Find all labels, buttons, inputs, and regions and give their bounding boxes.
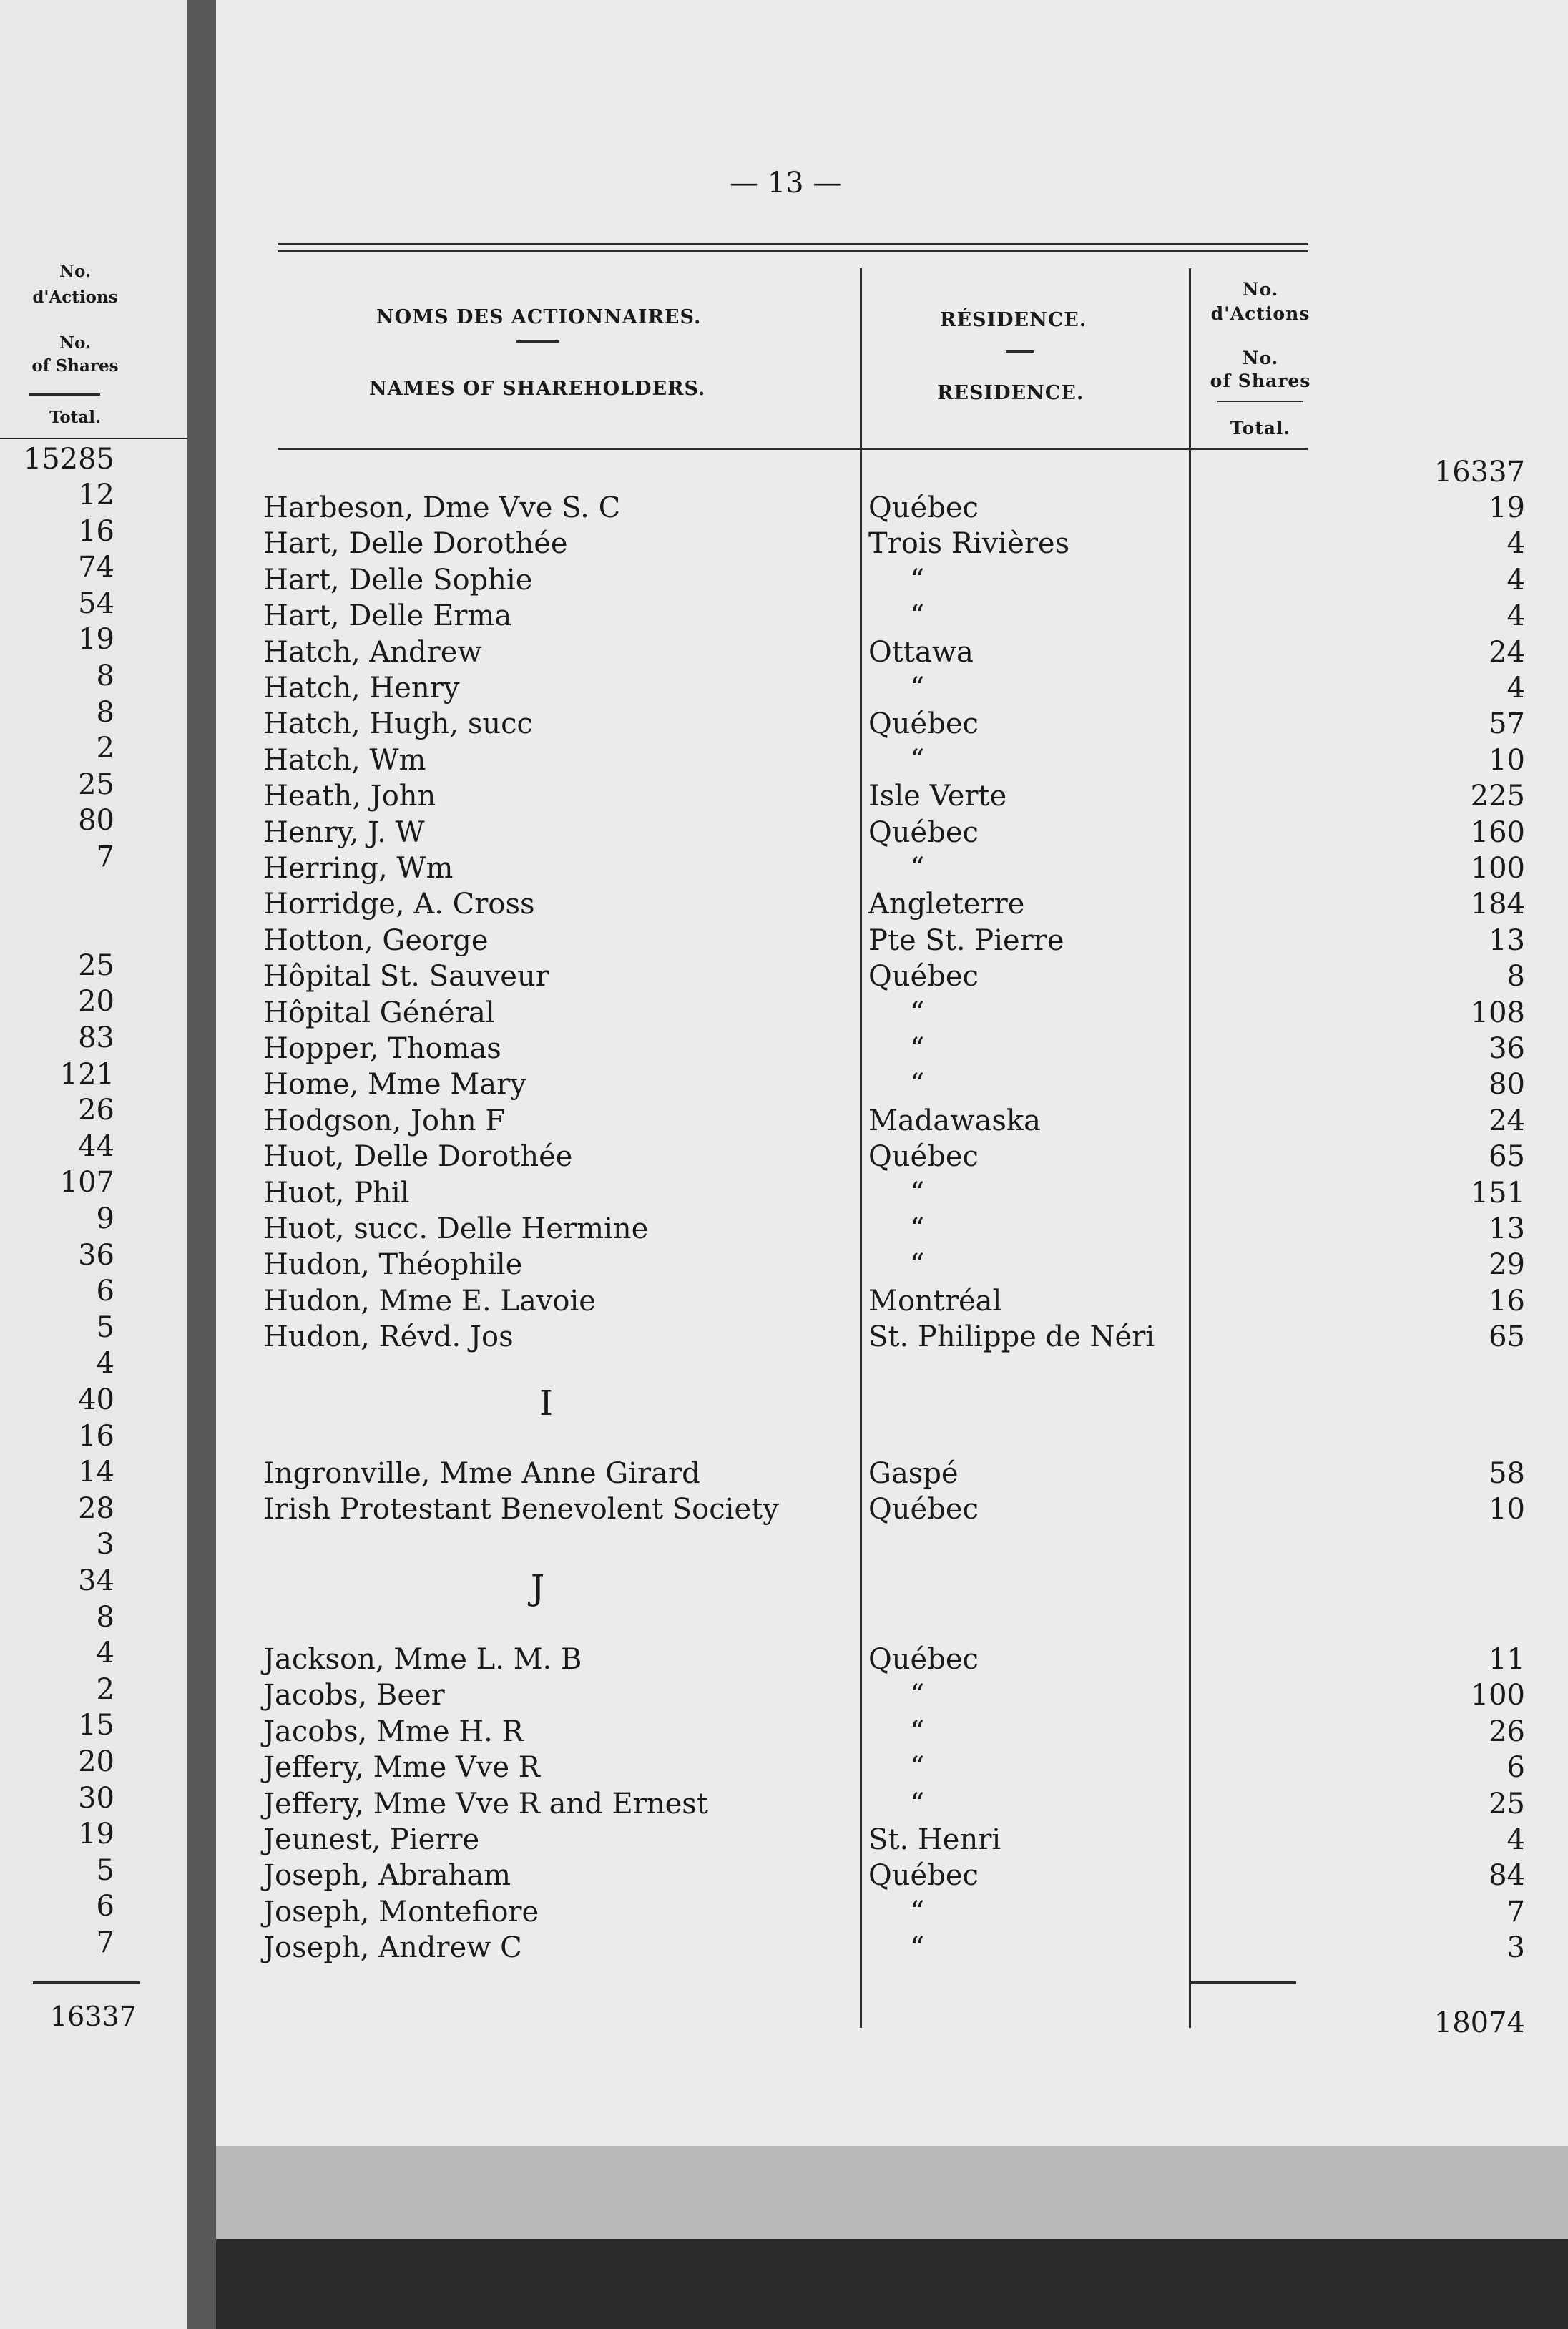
shareholder-name: Hodgson, John F [263, 1104, 506, 1137]
shareholder-residence: “ [910, 672, 925, 705]
left-page-number: 8 [96, 1600, 114, 1634]
left-page-number: 19 [78, 1818, 114, 1851]
shareholder-residence: “ [910, 1032, 925, 1065]
shareholder-name: Hudon, Révd. Jos [263, 1320, 514, 1354]
shareholder-share-count: 100 [1470, 852, 1525, 885]
left-page-number: 8 [96, 695, 114, 729]
left-page-number: 6 [96, 1275, 114, 1308]
shareholder-name: Jeunest, Pierre [263, 1823, 480, 1856]
shareholder-name: Hart, Delle Erma [263, 599, 512, 633]
shareholder-residence: “ [910, 1248, 925, 1282]
left-page-number: 3 [96, 1528, 114, 1561]
shareholder-share-count: 84 [1489, 1859, 1525, 1893]
shareholder-name: Hotton, George [263, 923, 489, 957]
shareholder-residence: Isle Verte [868, 780, 1007, 813]
shareholder-share-count: 225 [1470, 780, 1525, 813]
shareholder-residence: “ [910, 1895, 925, 1928]
left-page-number: 4 [96, 1637, 114, 1670]
shareholder-share-count: 58 [1489, 1457, 1525, 1490]
shareholder-name: Joseph, Abraham [263, 1859, 511, 1893]
shareholder-name: Jeffery, Mme Vve R [263, 1751, 540, 1785]
shareholder-share-count: 100 [1470, 1679, 1525, 1712]
book-binding [187, 0, 216, 2329]
header-shares-no-en: No. [1242, 348, 1279, 368]
left-page-number: 14 [78, 1456, 114, 1489]
shareholder-name: Huot, Delle Dorothée [263, 1140, 573, 1174]
header-names-en: NAMES OF SHAREHOLDERS. [369, 378, 706, 400]
shareholder-name: Home, Mme Mary [263, 1068, 526, 1102]
section-letter-j: J [531, 1568, 545, 1608]
shareholder-share-count: 26 [1489, 1715, 1525, 1748]
left-page-number: 54 [78, 587, 114, 620]
shareholder-share-count: 10 [1489, 1493, 1525, 1526]
page-number: — 13 — [730, 167, 842, 200]
shareholder-share-count: 151 [1470, 1176, 1525, 1210]
shareholder-residence: “ [910, 852, 925, 885]
shareholder-name: Irish Protestant Benevolent Society [263, 1493, 779, 1526]
shareholder-name: Henry, J. W [263, 815, 425, 849]
left-page-number: 15285 [23, 443, 114, 476]
header-total-label: Total. [1230, 418, 1291, 438]
shareholder-share-count: 4 [1506, 599, 1525, 633]
shareholder-share-count: 36 [1489, 1032, 1525, 1065]
shareholder-share-count: 24 [1489, 635, 1525, 669]
shareholder-residence: St. Philippe de Néri [868, 1320, 1155, 1354]
column-rule-residence [860, 268, 862, 2028]
shareholder-residence: Québec [868, 1493, 979, 1526]
left-header-actions: d'Actions [32, 288, 118, 307]
shareholder-share-count: 6 [1506, 1751, 1525, 1785]
left-page-number: 4 [96, 1347, 114, 1381]
left-page-number: 15 [78, 1709, 114, 1742]
shareholder-name: Jackson, Mme L. M. B [263, 1643, 582, 1676]
shareholder-share-count: 65 [1489, 1320, 1525, 1354]
shareholder-share-count: 4 [1506, 563, 1525, 597]
shareholder-name: Jacobs, Mme H. R [263, 1715, 524, 1748]
left-page-number: 20 [78, 1745, 114, 1778]
left-page-number: 7 [96, 1926, 114, 1959]
shareholder-name: Hart, Delle Sophie [263, 563, 533, 597]
left-page-number: 16 [78, 1419, 114, 1453]
shareholder-share-count: 24 [1489, 1104, 1525, 1137]
header-shares-of-shares: of Shares [1210, 371, 1311, 391]
left-page-number: 2 [96, 732, 114, 765]
shareholder-name: Joseph, Montefiore [263, 1895, 539, 1928]
final-total-rule [1189, 1981, 1296, 1984]
shareholder-share-count: 25 [1489, 1787, 1525, 1820]
left-page-number: 5 [96, 1853, 114, 1887]
left-page-number: 34 [78, 1564, 114, 1597]
shareholder-share-count: 7 [1506, 1895, 1525, 1928]
header-bottom-rule [278, 448, 1308, 450]
left-total-rule [33, 1981, 140, 1984]
shareholder-residence: “ [910, 1212, 925, 1245]
shareholder-name: Hatch, Henry [263, 672, 460, 705]
header-dash [516, 340, 559, 343]
shareholder-residence: “ [910, 563, 925, 597]
shareholder-name: Joseph, Andrew C [263, 1931, 522, 1965]
left-header-no: No. [59, 262, 91, 281]
shareholder-share-count: 108 [1470, 996, 1525, 1029]
shareholder-name: Harbeson, Dme Vve S. C [263, 491, 621, 524]
left-page-number: 44 [78, 1129, 114, 1163]
shareholder-name: Hatch, Wm [263, 743, 426, 777]
shareholder-share-count: 184 [1470, 888, 1525, 921]
left-page-number: 7 [96, 840, 114, 873]
left-header-no-en: No. [59, 333, 91, 353]
shareholder-residence: St. Henri [868, 1823, 1001, 1856]
shareholder-name: Hatch, Hugh, succ [263, 707, 533, 741]
shareholder-residence: Angleterre [868, 888, 1025, 921]
header-names-fr: NOMS DES ACTIONNAIRES. [376, 306, 702, 328]
left-page-number: 8 [96, 660, 114, 692]
shareholder-residence: Pte St. Pierre [868, 923, 1064, 957]
shareholder-share-count: 13 [1489, 923, 1525, 957]
shareholder-residence: Québec [868, 491, 979, 524]
left-page-margin [0, 0, 187, 2329]
final-total: 18074 [1434, 2006, 1525, 2039]
header-shares-no: No. [1242, 279, 1279, 300]
shareholder-residence: “ [910, 1931, 925, 1965]
document-page [216, 0, 1568, 2329]
shareholder-name: Hôpital Général [263, 996, 495, 1029]
section-letter-i: I [539, 1383, 553, 1423]
left-header-shares: of Shares [31, 356, 119, 376]
left-page-number: 121 [59, 1057, 114, 1091]
shareholder-share-count: 4 [1506, 672, 1525, 705]
shareholder-share-count: 16 [1489, 1284, 1525, 1318]
shareholder-residence: “ [910, 599, 925, 633]
shareholder-residence: Québec [868, 707, 979, 741]
shareholder-share-count: 4 [1506, 527, 1525, 561]
left-page-number: 25 [78, 948, 114, 982]
shareholder-share-count: 11 [1489, 1643, 1525, 1676]
header-res-fr: RÉSIDENCE. [940, 309, 1087, 331]
left-page-number: 40 [78, 1383, 114, 1416]
shareholder-name: Ingronville, Mme Anne Girard [263, 1457, 700, 1490]
page-bottom-edge [216, 2239, 1568, 2329]
shareholder-residence: Ottawa [868, 635, 974, 669]
shareholder-share-count: 4 [1506, 1823, 1525, 1856]
left-page-number: 107 [59, 1166, 114, 1200]
shareholder-residence: “ [910, 1787, 925, 1820]
shareholder-name: Huot, succ. Delle Hermine [263, 1212, 649, 1245]
carried-total: 16337 [1434, 456, 1525, 489]
left-header-rule-2 [0, 438, 187, 439]
shareholder-residence: “ [910, 1176, 925, 1210]
left-header-rule [29, 393, 100, 396]
left-page-total: 16337 [50, 2001, 137, 2032]
shareholder-residence: Québec [868, 1643, 979, 1676]
shareholder-residence: Trois Rivières [868, 527, 1070, 561]
shareholder-share-count: 3 [1506, 1931, 1525, 1965]
shareholder-share-count: 13 [1489, 1212, 1525, 1245]
shareholder-residence: “ [910, 1751, 925, 1785]
left-page-number: 9 [96, 1202, 114, 1235]
shareholder-name: Huot, Phil [263, 1176, 410, 1210]
left-page-number: 12 [78, 479, 114, 511]
left-page-number: 74 [78, 551, 114, 584]
left-page-number: 20 [78, 985, 114, 1019]
shareholder-residence: “ [910, 996, 925, 1029]
shareholder-residence: “ [910, 1068, 925, 1102]
shareholder-name: Herring, Wm [263, 852, 454, 885]
shareholder-name: Hudon, Théophile [263, 1248, 523, 1282]
top-rule-2 [278, 250, 1308, 252]
shareholder-name: Hopper, Thomas [263, 1032, 501, 1065]
left-page-number: 2 [96, 1672, 114, 1706]
shareholder-residence: Madawaska [868, 1104, 1041, 1137]
shareholder-share-count: 19 [1489, 491, 1525, 524]
left-page-number: 80 [78, 804, 114, 838]
shareholder-share-count: 29 [1489, 1248, 1525, 1282]
shareholder-share-count: 160 [1470, 815, 1525, 849]
shareholder-residence: Québec [868, 1140, 979, 1174]
shareholder-name: Heath, John [263, 780, 436, 813]
column-rule-shares [1189, 268, 1191, 2028]
shareholder-residence: “ [910, 743, 925, 777]
left-page-number: 28 [78, 1491, 114, 1525]
left-header-total: Total. [49, 408, 102, 427]
header-shares-actions: d'Actions [1210, 303, 1310, 324]
shareholder-residence: Québec [868, 815, 979, 849]
left-page-number: 30 [78, 1781, 114, 1815]
shareholder-residence: Montréal [868, 1284, 1002, 1318]
shareholder-name: Horridge, A. Cross [263, 888, 535, 921]
left-page-number: 25 [78, 768, 114, 801]
header-shares-rule [1217, 401, 1303, 402]
left-page-number: 6 [96, 1890, 114, 1923]
shareholder-share-count: 65 [1489, 1140, 1525, 1174]
left-page-number: 26 [78, 1094, 114, 1127]
shareholder-share-count: 80 [1489, 1068, 1525, 1102]
top-rule [278, 243, 1308, 245]
left-page-number: 36 [78, 1238, 114, 1272]
left-page-number: 83 [78, 1021, 114, 1054]
shareholder-residence: Gaspé [868, 1457, 959, 1490]
shareholder-name: Jeffery, Mme Vve R and Ernest [263, 1787, 708, 1820]
shareholder-residence: “ [910, 1715, 925, 1748]
header-res-en: RESIDENCE. [937, 382, 1084, 404]
left-page-number: 16 [78, 514, 114, 548]
shareholder-name: Jacobs, Beer [263, 1679, 445, 1712]
shareholder-name: Hart, Delle Dorothée [263, 527, 568, 561]
shareholder-residence: Québec [868, 1859, 979, 1893]
shareholder-name: Hatch, Andrew [263, 635, 482, 669]
shareholder-share-count: 10 [1489, 743, 1525, 777]
left-page-number: 5 [96, 1310, 114, 1344]
shareholder-share-count: 8 [1506, 960, 1525, 994]
shareholder-residence: Québec [868, 960, 979, 994]
left-page-number: 19 [78, 623, 114, 657]
header-res-dash [1006, 350, 1034, 353]
shareholder-share-count: 57 [1489, 707, 1525, 741]
shareholder-name: Hudon, Mme E. Lavoie [263, 1284, 596, 1318]
shareholder-name: Hôpital St. Sauveur [263, 960, 549, 994]
shareholder-residence: “ [910, 1679, 925, 1712]
